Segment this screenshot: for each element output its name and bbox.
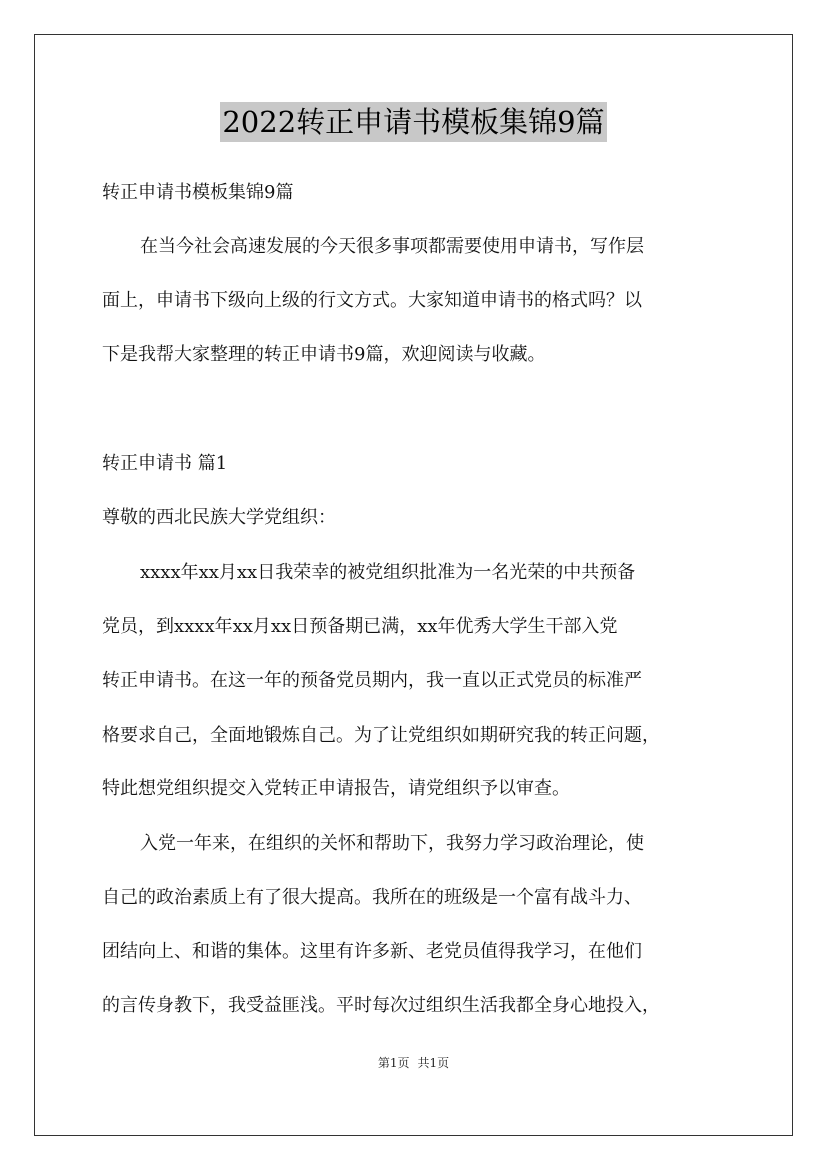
paragraph-line: 格要求自己，全面地锻炼自己。为了让党组织如期研究我的转正问题， [102,725,660,746]
paragraph-line: 入党一年来，在组织的关怀和帮助下，我努力学习政治理论，使 [140,833,644,854]
document-title: 2022转正申请书模板集锦9篇 [220,102,606,142]
page-footer [0,1055,827,1071]
page-total: 共1页 [417,1056,450,1070]
salutation-line: 尊敬的西北民族大学党组织： [102,507,336,528]
subtitle-line: 转正申请书模板集锦9篇 [102,182,294,203]
paragraph-line: 团结向上、和谐的集体。这里有许多新、老党员值得我学习，在他们 [102,941,642,962]
paragraph-line: 党员，到xxxx年xx月xx日预备期已满，xx年优秀大学生干部入党 [102,616,618,637]
paragraph-line: 自己的政治素质上有了很大提高。我所在的班级是一个富有战斗力、 [102,887,642,908]
page-number: 第1页 [377,1056,410,1070]
paragraph-line: 面上，申请书下级向上级的行文方式。大家知道申请书的格式吗？以 [102,290,642,311]
paragraph-line: 转正申请书。在这一年的预备党员期内，我一直以正式党员的标准严 [102,670,642,691]
paragraph-line: 下是我帮大家整理的转正申请书9篇，欢迎阅读与收藏。 [102,344,546,365]
title-container [0,102,827,142]
section-heading: 转正申请书 篇1 [102,453,228,474]
paragraph-line: 的言传身教下，我受益匪浅。平时每次过组织生活我都全身心地投入， [102,995,660,1016]
paragraph-line: 特此想党组织提交入党转正申请报告，请党组织予以审查。 [102,778,570,799]
paragraph-line: 在当今社会高速发展的今天很多事项都需要使用申请书，写作层 [140,236,644,257]
paragraph-line: xxxx年xx月xx日我荣幸的被党组织批准为一名光荣的中共预备 [140,562,636,583]
